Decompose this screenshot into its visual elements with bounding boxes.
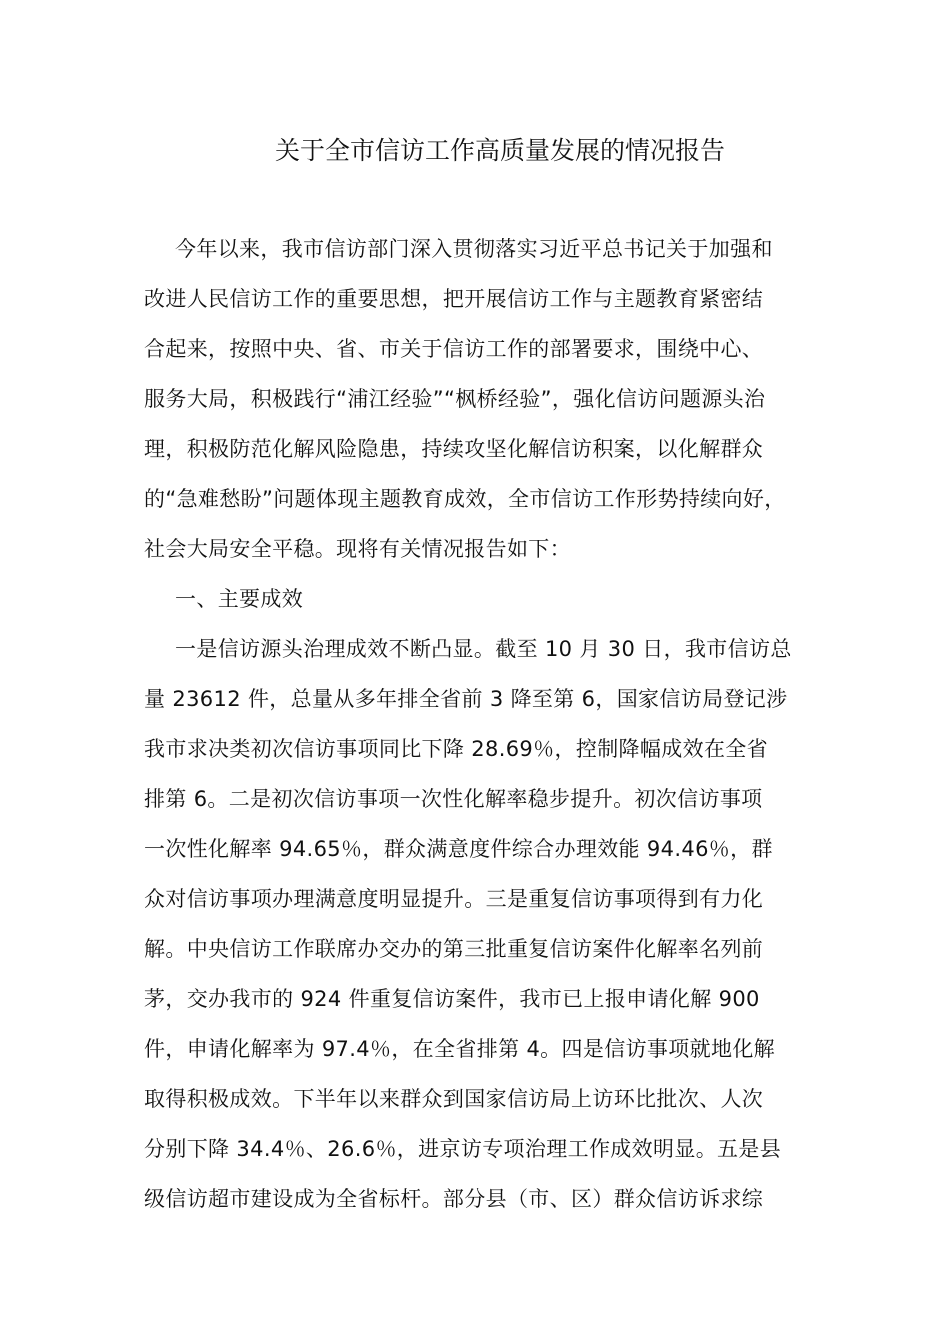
document-title: 关于全市信访工作高质量发展的情况报告 [274, 136, 725, 165]
body-line: 件，申请化解率为 97.4％，在全省排第 4。四是信访事项就地化解 [144, 1037, 776, 1061]
body-line: 一次性化解率 94.65％，群众满意度件综合办理效能 94.46％，群 [144, 837, 773, 861]
body-line: 量 23612 件，总量从多年排全省前 3 降至第 6，国家信访局登记涉 [144, 687, 788, 711]
body-line: 一是信访源头治理成效不断凸显。截至 10 月 30 日，我市信访总 [175, 637, 792, 661]
body-line: 社会大局安全平稳。现将有关情况报告如下： [144, 537, 571, 561]
section-heading: 一、主要成效 [175, 587, 304, 611]
body-line: 众对信访事项办理满意度明显提升。三是重复信访事项得到有力化 [144, 887, 764, 911]
body-line: 分别下降 34.4％、26.6％，进京访专项治理工作成效明显。五是县 [144, 1137, 782, 1161]
body-line: 级信访超市建设成为全省标杆。部分县（市、区）群众信访诉求综 [144, 1187, 764, 1211]
body-line: 今年以来，我市信访部门深入贯彻落实习近平总书记关于加强和 [175, 237, 773, 261]
body-line: 的“急难愁盼”问题体现主题教育成效，全市信访工作形势持续向好， [144, 487, 786, 511]
body-line: 取得积极成效。下半年以来群众到国家信访局上访环比批次、人次 [144, 1087, 764, 1111]
body-line: 茅，交办我市的 924 件重复信访案件，我市已上报申请化解 900 [144, 987, 760, 1011]
body-line: 我市求决类初次信访事项同比下降 28.69％，控制降幅成效在全省 [144, 737, 768, 761]
body-line: 解。中央信访工作联席办交办的第三批重复信访案件化解率名列前 [144, 937, 764, 961]
body-line: 服务大局，积极践行“浦江经验”“枫桥经验”，强化信访问题源头治 [144, 387, 766, 411]
body-line: 排第 6。二是初次信访事项一次性化解率稳步提升。初次信访事项 [144, 787, 763, 811]
body-line: 改进人民信访工作的重要思想，把开展信访工作与主题教育紧密结 [144, 287, 764, 311]
body-line: 理，积极防范化解风险隐患，持续攻坚化解信访积案，以化解群众 [144, 437, 764, 461]
body-line: 合起来，按照中央、省、市关于信访工作的部署要求，围绕中心、 [144, 337, 764, 361]
